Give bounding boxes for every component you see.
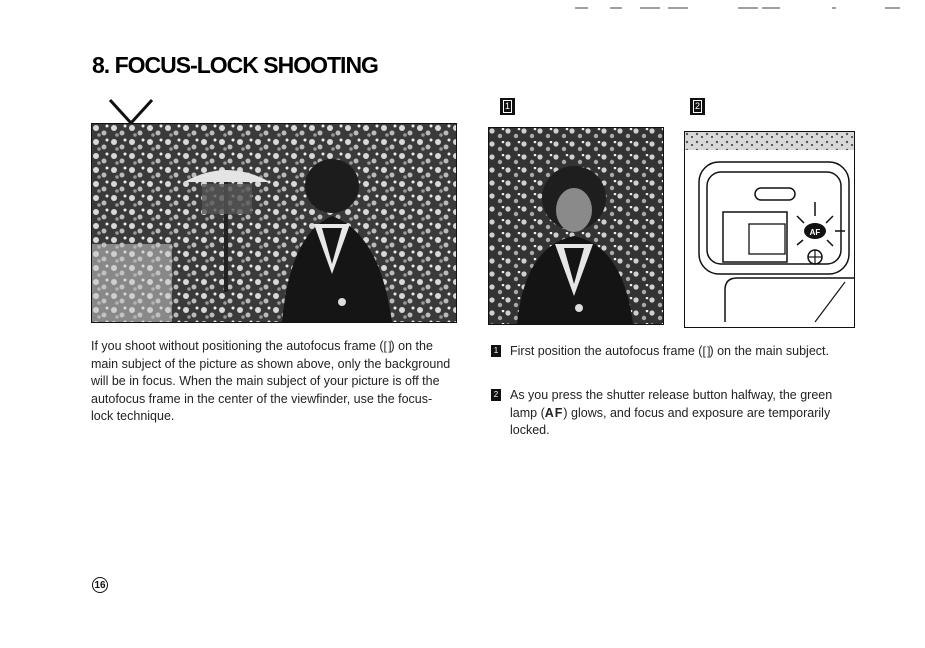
- photo-focused-subject: [488, 127, 664, 325]
- autofocus-frame-symbol: [ ]: [383, 339, 391, 353]
- af-lamp-label: AF: [809, 228, 821, 237]
- autofocus-frame-symbol: [ ]: [702, 344, 710, 358]
- step-1-instruction: 1 First position the autofocus frame ([ ]) on the main subject.: [491, 343, 851, 361]
- intro-paragraph: If you shoot without positioning the autofocus frame ([ ]) on the main subject of the picture as shown above, only the background will be in focus. When the main subject of your picture is off the autofocus frame in the center of the viewfinder, use the focus-lock technique.: [91, 339, 451, 423]
- page-title: 8. FOCUS-LOCK SHOOTING: [92, 52, 378, 78]
- af-lamp-text: AF: [544, 405, 564, 420]
- step-2-instruction: 2 As you press the shutter release button halfway, the green lamp (AF) glows, and focus and exposure are temporarily locked.: [491, 387, 851, 440]
- step-1-marker: 1: [500, 98, 515, 115]
- photo-unfocused-subject: [91, 123, 457, 323]
- viewfinder-diagram: [684, 131, 855, 328]
- step-1-bullet: 1: [491, 345, 501, 357]
- step-2-marker: 2: [690, 98, 705, 115]
- step-2-bullet: 2: [491, 389, 501, 401]
- page-number: 16: [92, 577, 108, 593]
- scan-artifact-marks: [0, 0, 925, 20]
